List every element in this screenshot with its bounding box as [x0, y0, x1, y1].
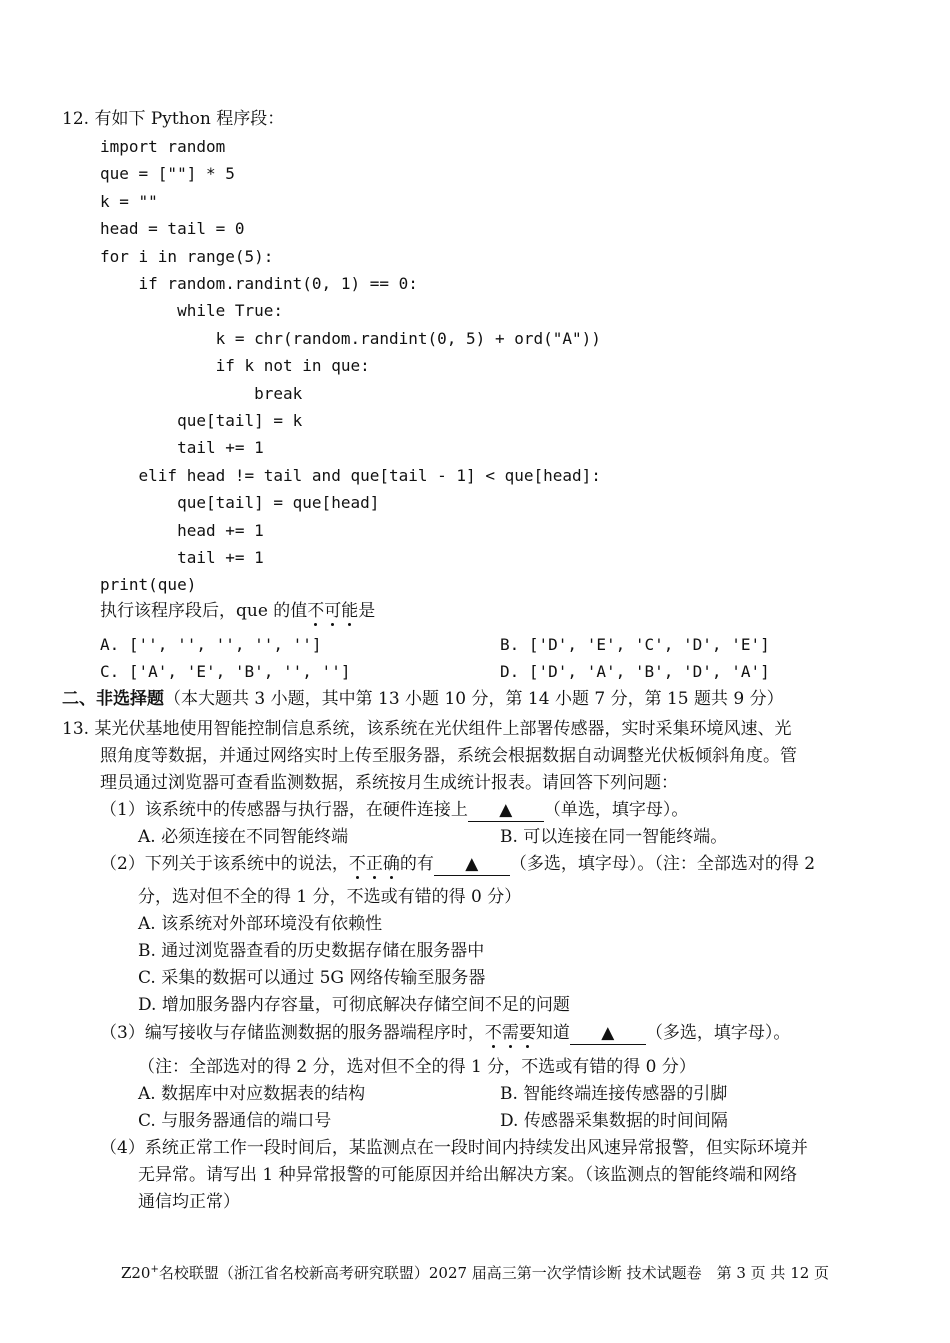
section2-header [62, 688, 784, 710]
code-line: while True: [100, 301, 284, 321]
q13-p3-post: （多选，填字母）。 [645, 1023, 791, 1043]
q13-p1-option-b: B. 可以连接在同一智能终端。 [500, 827, 728, 847]
q12-question-pre: 执行该程序段后，que 的值 [100, 601, 308, 621]
q13-p3-emph [485, 1023, 536, 1043]
code-line: k = "" [100, 191, 158, 211]
q13-stem-line2: 照角度等数据，并通过网络实时上传至服务器，系统会根据数据自动调整光伏板倾斜角度。管 [100, 746, 797, 766]
q13-p3-option-a: A. 数据库中对应数据表的结构 [138, 1084, 366, 1104]
q13-p2-mid: 的有 [399, 854, 434, 874]
q13-p1 [100, 799, 688, 822]
emphasis-char: 不 [348, 854, 366, 874]
code-line: print(que) [100, 575, 197, 595]
emphasis-char: 要 [518, 1023, 536, 1043]
q13-p4-line3: 通信均正常） [138, 1192, 240, 1212]
q13-stem-line3: 理员通过浏览器可查看监测数据，系统按月生成统计报表。请回答下列问题： [100, 773, 678, 793]
q12-stem: 12. 有如下 Python 程序段： [62, 109, 285, 129]
emphasis-char: 需 [501, 1023, 519, 1043]
code-line: que[tail] = que[head] [100, 493, 380, 513]
q12-question-post: 是 [358, 601, 376, 621]
footer-text: 名校联盟（浙江省名校新高考研究联盟）2027 届高三第一次学情诊断 技术试题卷 第 3 页 共 12 页 [158, 1264, 830, 1282]
code-line: k = chr(random.randint(0, 5) + ord("A")) [100, 328, 601, 348]
q12-option-a: A. ['', '', '', '', ''] [100, 635, 322, 654]
code-line: tail += 1 [100, 438, 264, 458]
q12-option-c: C. ['A', 'E', 'B', '', ''] [100, 662, 351, 681]
q13-p4-line1: （4）系统正常工作一段时间后，某监测点在一段时间内持续发出风速异常报警，但实际环境并 [100, 1138, 808, 1158]
code-line: que = [""] * 5 [100, 164, 235, 184]
q13-p2-post: （多选，填字母）。（注：全部选对的得 2 [509, 854, 816, 874]
answer-blank: ▲ [570, 1022, 646, 1045]
code-line: tail += 1 [100, 548, 264, 567]
emphasis-char: 不 [307, 601, 325, 621]
q13-p3-option-d: D. 传感器采集数据的时间间隔 [500, 1111, 728, 1131]
q13-p3-option-b: B. 智能终端连接传感器的引脚 [500, 1084, 728, 1104]
q13-p3-note: （注：全部选对的得 2 分，选对但不全的得 1 分，不选或有错的得 0 分） [138, 1057, 696, 1077]
q13-p4-line2: 无异常。请写出 1 种异常报警的可能原因并给出解决方案。（该监测点的智能终端和网络 [138, 1165, 798, 1185]
page-footer [0, 1262, 950, 1283]
emphasis-char: 不 [484, 1023, 502, 1043]
code-line: que[tail] = k [100, 411, 303, 430]
answer-blank: ▲ [434, 853, 510, 876]
code-line: if k not in que: [100, 356, 370, 376]
q12-option-b: B. ['D', 'E', 'C', 'D', 'E'] [500, 635, 770, 654]
emphasis-char: 确 [382, 854, 400, 874]
code-line: elif head != tail and que[tail - 1] < que[head]: [100, 465, 601, 485]
q12-question-emph [307, 601, 358, 621]
q13-p1-option-a: A. 必须连接在不同智能终端 [138, 827, 349, 847]
q12-question [100, 600, 375, 622]
q13-p2-emph [349, 854, 400, 874]
footer-brand: Z20 [120, 1264, 151, 1282]
q13-p3-pre: （3）编写接收与存储监测数据的服务器端程序时， [100, 1023, 485, 1043]
q13-p2-line2: 分，选对但不全的得 1 分，不选或有错的得 0 分） [138, 887, 522, 907]
q13-p2-pre: （2）下列关于该系统中的说法， [100, 854, 349, 874]
code-line: import random [100, 137, 226, 156]
q13-p2-option-c: C. 采集的数据可以通过 5G 网络传输至服务器 [138, 968, 486, 988]
q13-p3-option-c: C. 与服务器通信的端口号 [138, 1111, 332, 1131]
q13-p2-option-a: A. 该系统对外部环境没有依赖性 [138, 914, 383, 934]
q13-p3-mid: 知道 [535, 1023, 570, 1043]
emphasis-char: 可 [324, 601, 342, 621]
q13-p2-option-d: D. 增加服务器内存容量，可彻底解决存储空间不足的问题 [138, 995, 570, 1015]
code-line: head = tail = 0 [100, 219, 245, 239]
q13-p2 [100, 853, 815, 876]
q13-p1-post: （单选，填字母）。 [543, 800, 689, 820]
code-line: head += 1 [100, 520, 264, 540]
code-line: for i in range(5): [100, 246, 274, 266]
code-line: break [100, 383, 303, 403]
emphasis-char: 能 [341, 601, 359, 621]
answer-blank: ▲ [468, 799, 544, 822]
q13-p2-option-b: B. 通过浏览器查看的历史数据存储在服务器中 [138, 941, 485, 961]
section2-title: 二、非选择题 [62, 689, 164, 709]
q13-p1-pre: （1）该系统中的传感器与执行器，在硬件连接上 [100, 800, 468, 820]
q12-option-d: D. ['D', 'A', 'B', 'D', 'A'] [500, 662, 770, 681]
emphasis-char: 正 [365, 854, 383, 874]
q13-stem-line1: 13. 某光伏基地使用智能控制信息系统，该系统在光伏组件上部署传感器，实时采集环境风速、光 [62, 719, 792, 739]
section2-desc: （本大题共 3 小题，其中第 13 小题 10 分，第 14 小题 7 分，第 15 题共 9 分） [164, 689, 784, 709]
footer-brand-sup: + [150, 1264, 159, 1275]
code-line: if random.randint(0, 1) == 0: [100, 274, 418, 293]
q13-p3 [100, 1022, 790, 1045]
